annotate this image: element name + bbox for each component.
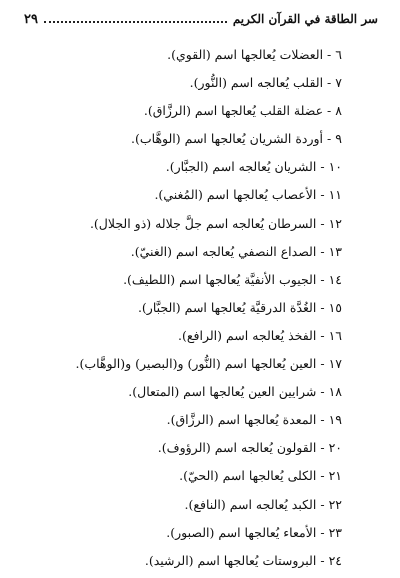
list-item <box>12 69 342 97</box>
list-item <box>12 406 342 434</box>
item-text: المعدة يُعالجها اسم (الرزَّاق). <box>166 412 317 428</box>
item-text: القولون يُعالجه اسم (الرؤوف). <box>157 440 317 456</box>
item-dash: - <box>320 327 325 343</box>
item-text: الأمعاء يُعالجها اسم (الصبور). <box>166 524 317 540</box>
item-dash: - <box>320 412 325 428</box>
list-item <box>12 238 342 266</box>
list-item <box>12 181 342 209</box>
item-number: ١٤ <box>328 271 342 287</box>
item-text: أوردة الشريان يُعالجها اسم (الوهَّاب). <box>131 131 324 147</box>
list-item <box>12 294 342 322</box>
item-dash: - <box>320 496 325 512</box>
item-text: السرطان يُعالجه اسم جلَّ جلاله (ذو الجلال). <box>89 215 317 231</box>
list-item <box>12 547 342 575</box>
item-number: ١٩ <box>328 412 342 428</box>
list-item <box>12 322 342 350</box>
item-number: ١٦ <box>328 327 342 343</box>
list-item <box>12 519 342 547</box>
list-item <box>12 153 342 181</box>
item-number: ١٠ <box>328 159 342 175</box>
item-dash: - <box>327 131 332 147</box>
list-item <box>12 378 342 406</box>
item-number: ٩ <box>335 131 342 147</box>
item-number: ١١ <box>328 187 342 203</box>
item-text: الأعصاب يُعالجها اسم (المُغني). <box>154 187 317 203</box>
item-dash: - <box>327 47 332 62</box>
item-number: ١٥ <box>328 299 342 315</box>
item-text: الصداع النصفي يُعالجه اسم (الغنيّ). <box>130 243 317 259</box>
item-dash: - <box>327 103 332 119</box>
item-dash: - <box>320 384 325 400</box>
item-text: شرايين العين يُعالجها اسم (المتعال). <box>128 384 317 400</box>
item-text: عضلة القلب يُعالجها اسم (الرزَّاق). <box>143 103 324 119</box>
item-number: ١٧ <box>328 356 342 372</box>
item-text: الفخذ يُعالجه اسم (الرافع). <box>178 327 317 343</box>
item-number: ٢١ <box>328 468 342 484</box>
item-dash: - <box>320 299 325 315</box>
item-dash: - <box>320 187 325 203</box>
item-number: ١٢ <box>328 215 342 231</box>
item-text: الكبد يُعالجه اسم (النافع). <box>184 496 317 512</box>
item-dash: - <box>320 524 325 540</box>
item-dash: - <box>320 271 325 287</box>
header-dot-leader <box>44 21 227 23</box>
item-text: الجيوب الأنفيَّة يُعالجها اسم (اللطيف). <box>123 271 317 287</box>
list-item <box>12 125 342 153</box>
item-list <box>12 41 342 575</box>
item-number: ٨ <box>335 103 342 119</box>
item-number: ١٣ <box>328 243 342 259</box>
header-title: سر الطاقة في القرآن الكريم <box>232 12 378 26</box>
item-text: الكلى يُعالجها اسم (الحيّ). <box>179 468 317 484</box>
page-number: ٢٩ <box>24 11 38 27</box>
item-dash: - <box>320 468 325 484</box>
item-number: ٢٣ <box>328 524 342 540</box>
item-number: ٦ <box>335 47 342 62</box>
item-dash: - <box>327 75 332 91</box>
running-header <box>24 8 378 30</box>
item-dash: - <box>320 356 325 372</box>
item-number: ٧ <box>335 75 342 91</box>
item-dash: - <box>320 552 325 568</box>
list-item <box>12 266 342 294</box>
item-text: الشريان يُعالجه اسم (الجبَّار). <box>165 159 317 175</box>
item-dash: - <box>320 440 325 456</box>
list-item <box>12 41 342 69</box>
item-text: القلب يُعالجه اسم (النُّور). <box>189 75 324 91</box>
list-item <box>12 434 342 462</box>
item-text: البروستات يُعالجها اسم (الرشيد). <box>144 552 317 568</box>
item-dash: - <box>320 243 325 259</box>
item-number: ٢٢ <box>328 496 342 512</box>
item-number: ٢٤ <box>328 552 342 568</box>
list-item <box>12 97 342 125</box>
item-dash: - <box>320 215 325 231</box>
item-text: العضلات يُعالجها اسم (القوي). <box>167 47 324 62</box>
item-number: ٢٠ <box>328 440 342 456</box>
list-item <box>12 350 342 378</box>
list-item <box>12 491 342 519</box>
item-number: ١٨ <box>328 384 342 400</box>
list-item <box>12 210 342 238</box>
item-dash: - <box>320 159 325 175</box>
item-text: العين يُعالجها اسم (النُّور) و(البصير) و(الوهَّاب). <box>75 356 317 372</box>
item-text: الغُدَّة الدرقيَّة يُعالجها اسم (الجبَّار). <box>137 299 317 315</box>
list-item <box>12 462 342 490</box>
